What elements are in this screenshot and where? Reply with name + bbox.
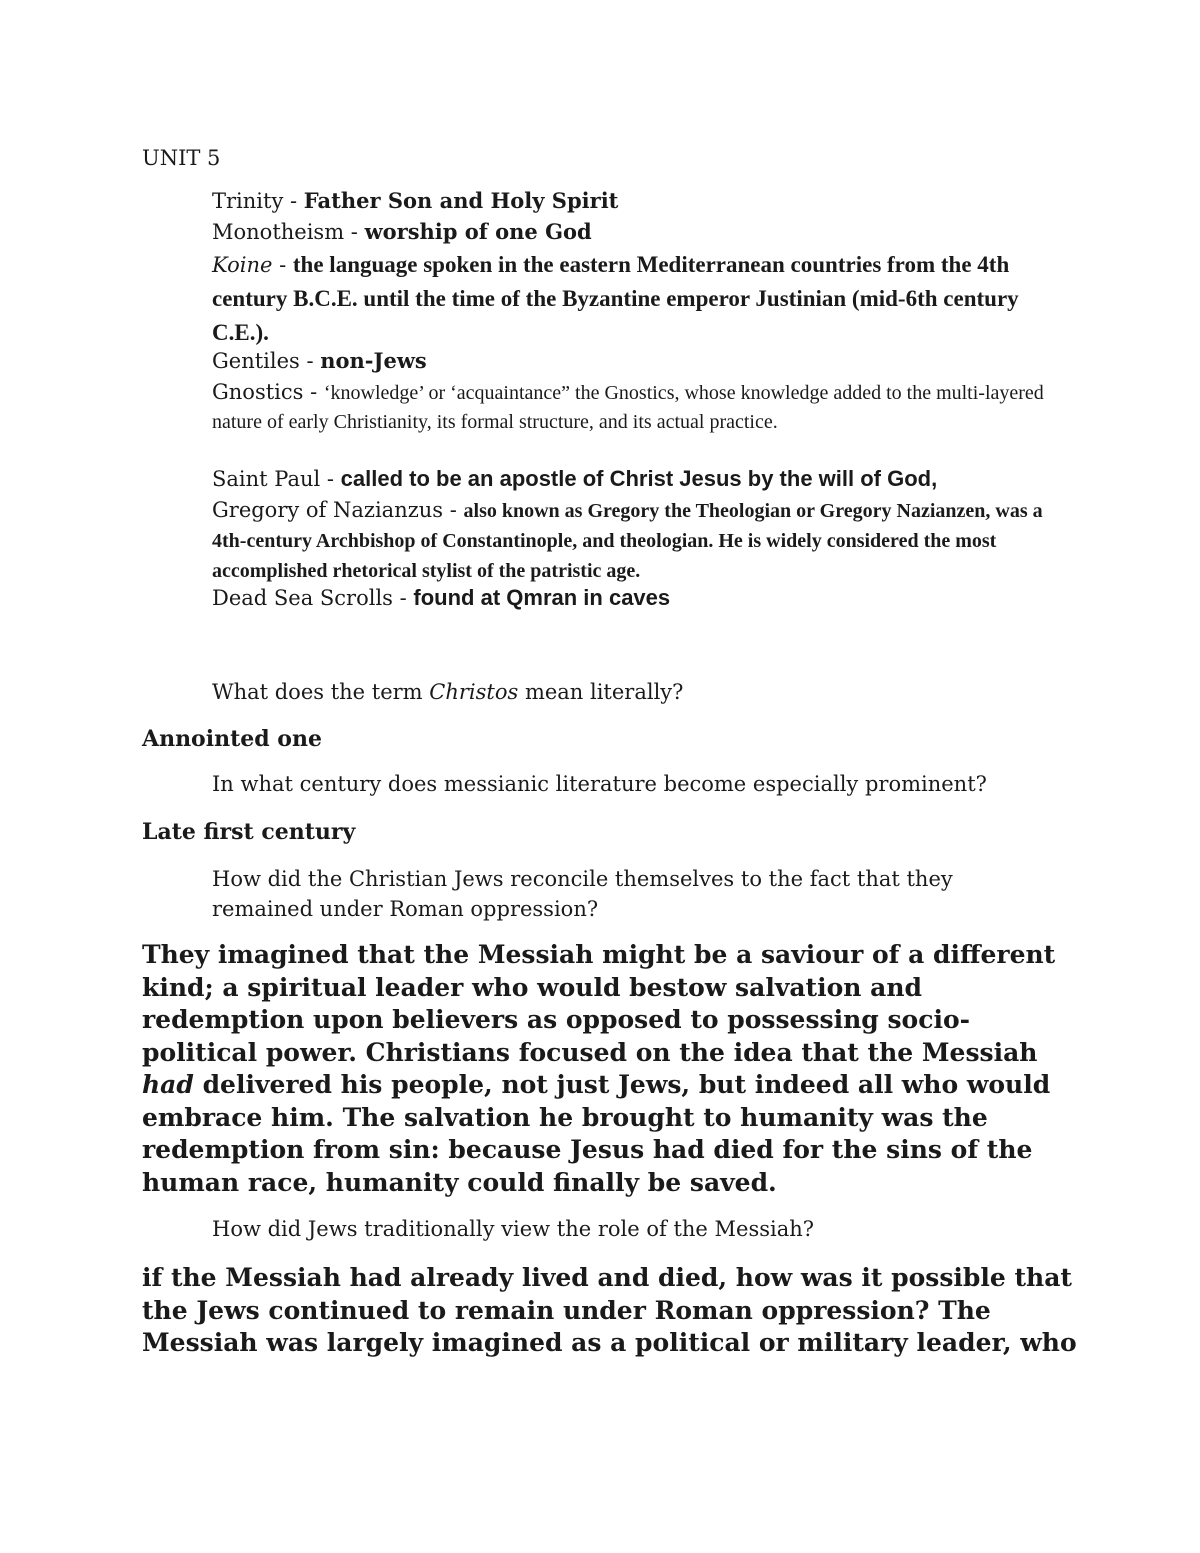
term-definition: Father Son and Holy Spirit <box>303 188 619 213</box>
answer-emphasis: had <box>142 1070 194 1099</box>
term-definition: also known as Gregory the Theologian or Gregory Nazianzen, was a 4th-century Archbishop of Constantinople, and theologian. He is widely considered the most accomplished rhetorical stylist of the patristic age. <box>212 500 1043 582</box>
term-trinity <box>212 188 618 213</box>
term-koine <box>212 248 1032 350</box>
term-definition: non-Jews <box>320 348 427 373</box>
term-label: Gentiles - <box>212 349 321 373</box>
question-text: What does the term <box>212 680 430 704</box>
term-dead-sea-scrolls <box>212 585 670 611</box>
term-label: Trinity - <box>212 189 304 213</box>
answer-reconcile <box>142 939 1082 1199</box>
question-emphasis: Christos <box>429 680 519 704</box>
term-saint-paul <box>212 466 937 492</box>
question-reconcile: How did the Christian Jews reconcile themselves to the fact that they remained under Roman oppression? <box>212 867 953 921</box>
term-definition: found at Qmran in caves <box>413 585 671 610</box>
term-definition: the language spoken in the eastern Mediterranean countries from the 4th century B.C.E. until the time of the Byzantine emperor Justinian (mid-6th century C.E.). <box>212 252 1019 345</box>
term-definition: called to be an apostle of Christ Jesus by the will of God, <box>340 466 938 491</box>
answer-text: They imagined that the Messiah might be a saviour of a different kind; a spiritual leader who would bestow salvation and redemption upon believers as opposed to possessing socio-political power. Christians focused on the idea that the Messiah <box>142 940 1056 1067</box>
term-label: Koine <box>212 253 273 277</box>
term-gregory <box>212 496 1062 586</box>
answer-century: Late first century <box>142 819 356 845</box>
term-monotheism <box>212 219 592 244</box>
question-christos <box>212 680 683 704</box>
question-messiah-role: How did Jews traditionally view the role of the Messiah? <box>212 1217 815 1241</box>
answer-messiah-role: if the Messiah had already lived and died, how was it possible that the Jews continued to remain under Roman oppression? The Messiah was largely imagined as a political or military leader, who <box>142 1263 1077 1357</box>
question-century: In what century does messianic literature become especially prominent? <box>212 772 987 796</box>
term-label: Saint Paul - <box>212 467 341 491</box>
term-separator: - <box>272 253 293 277</box>
term-definition: worship of one God <box>364 219 592 244</box>
answer-christos: Annointed one <box>142 726 322 752</box>
term-definition: ‘knowledge’ or ‘acquaintance” the Gnostics, whose knowledge added to the multi-layered nature of early Christianity, its formal structure, and its actual practice. <box>212 382 1044 433</box>
question-text: mean literally? <box>518 680 684 704</box>
term-label: Gregory of Nazianzus - <box>212 498 464 522</box>
unit-title: UNIT 5 <box>142 146 221 170</box>
term-label: Gnostics - <box>212 380 324 404</box>
term-label: Dead Sea Scrolls - <box>212 586 414 610</box>
term-gnostics <box>212 378 1062 436</box>
answer-text: delivered his people, not just Jews, but indeed all who would embrace him. The salvation he brought to humanity was the redemption from sin: because Jesus had died for the sins of the human race, humanity could finally be saved. <box>142 1070 1051 1197</box>
term-label: Monotheism - <box>212 220 365 244</box>
term-gentiles <box>212 348 427 373</box>
